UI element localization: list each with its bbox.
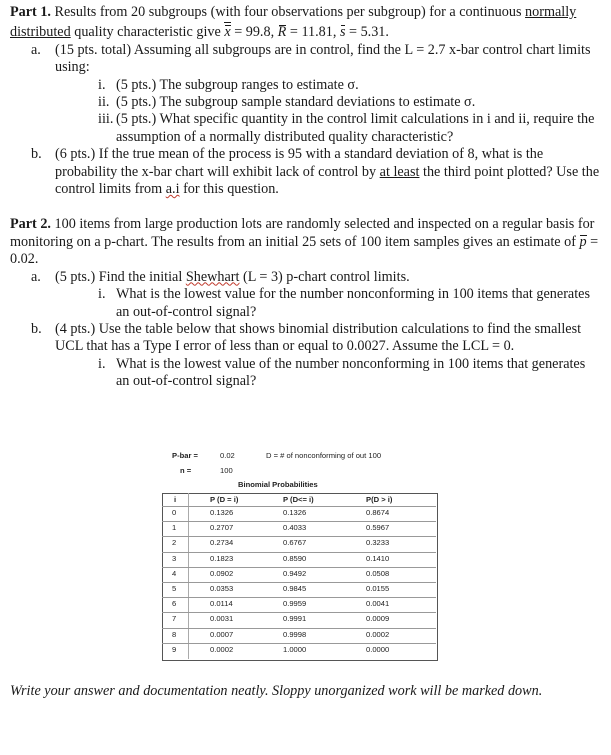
table-cell: 0.9492 bbox=[283, 568, 307, 578]
part1-intro-text-a: Results from 20 subgroups (with four observations per subgroup) for a continuous bbox=[54, 4, 526, 20]
subitem-text: (5 pts.) The subgroup sample standard deviations to estimate σ. bbox=[116, 94, 476, 111]
table-cell: 0.0353 bbox=[210, 584, 234, 593]
part2-item-b bbox=[10, 321, 600, 356]
pbar-symbol: p bbox=[579, 233, 587, 250]
n-value: 100 bbox=[220, 466, 233, 475]
n-label: n = bbox=[180, 466, 192, 475]
document-body bbox=[10, 4, 600, 391]
table-cell: 0.1326 bbox=[283, 508, 307, 517]
part2-item-b-label: b. bbox=[31, 320, 42, 337]
table-cell: 0.2707 bbox=[210, 523, 234, 533]
table-cell: 1.0000 bbox=[283, 644, 307, 654]
rbar-value: = 11.81, bbox=[286, 24, 340, 41]
table-header-cell: P(D > i) bbox=[366, 495, 393, 504]
table-title: Binomial Probabilities bbox=[238, 480, 318, 489]
part2-intro bbox=[10, 216, 600, 268]
table-header-cell: i bbox=[174, 495, 177, 504]
table-cell: 0.6767 bbox=[283, 538, 307, 548]
table-row-divider bbox=[162, 506, 436, 507]
subitem-text: What is the lowest value for the number nonconforming in 100 items that generates an out-of-control signal? bbox=[116, 286, 590, 320]
subitem-text: What is the lowest value of the number nonconforming in 100 items that generates an out-of-control signal? bbox=[116, 355, 586, 390]
part1-item-b-label: b. bbox=[31, 146, 42, 163]
part1-intro-underlined: normally distributed bbox=[10, 4, 577, 41]
table-cell: 0.9991 bbox=[283, 614, 307, 624]
part2-item-a-i bbox=[10, 286, 600, 321]
xbarbar-value: = 99.8, bbox=[230, 24, 278, 41]
table-header-cell: P (D = i) bbox=[210, 495, 239, 504]
shewhart-word: Shewhart bbox=[185, 268, 240, 285]
table-cell: 0.1410 bbox=[366, 553, 390, 563]
table-cell: 0.0009 bbox=[366, 614, 390, 624]
table-cell: 0.0041 bbox=[366, 599, 390, 609]
table-cell: 0 bbox=[172, 508, 177, 517]
part1-heading: Part 1. bbox=[10, 4, 51, 20]
subitem-text: (5 pts.) What specific quantity in the control limit calculations in i and ii, require the assumption of a normally distributed quality characteristic? bbox=[116, 111, 595, 145]
table-cell: 0.9998 bbox=[283, 629, 307, 639]
binomial-table bbox=[158, 445, 440, 663]
table-cell: 0.3233 bbox=[366, 538, 390, 548]
table-cell: 6 bbox=[172, 599, 177, 609]
table-cell: 0.4033 bbox=[283, 523, 307, 533]
subitem-label: i. bbox=[98, 76, 106, 93]
table-cell: 0.0007 bbox=[210, 629, 234, 639]
table-cell: 0.8674 bbox=[366, 508, 390, 517]
underlined-at-least: at least bbox=[379, 163, 420, 180]
part2-item-a-label: a. bbox=[31, 268, 41, 285]
table-cell: 0.1823 bbox=[210, 553, 234, 563]
part2-heading: Part 2. bbox=[10, 216, 51, 233]
pbar-label: P-bar = bbox=[172, 451, 198, 460]
table-row-divider bbox=[162, 597, 436, 598]
part1-item-a-ii bbox=[10, 94, 600, 111]
table-cell: 0.2734 bbox=[210, 538, 234, 548]
table-row-divider bbox=[162, 643, 436, 644]
table-cell: 0.0002 bbox=[210, 644, 234, 654]
table-cell: 0.0002 bbox=[366, 629, 390, 639]
table-cell: 2 bbox=[172, 538, 177, 548]
pbar-table-value: 0.02 bbox=[220, 451, 235, 460]
table-header-cell: P (D<= i) bbox=[283, 495, 314, 504]
table-cell: 0.0508 bbox=[366, 568, 390, 578]
ref-a-i: a.i bbox=[165, 181, 180, 198]
d-note: D = # of nonconforming of out 100 bbox=[266, 451, 382, 460]
subitem-text: (5 pts.) The subgroup ranges to estimate σ. bbox=[116, 76, 359, 93]
part2-item-a bbox=[10, 269, 600, 286]
subitem-label: i. bbox=[98, 286, 106, 303]
table-cell: 5 bbox=[172, 584, 177, 593]
table-row-divider bbox=[162, 567, 436, 568]
part1-item-b bbox=[10, 146, 600, 198]
table-row-divider bbox=[162, 628, 436, 629]
subitem-label: ii. bbox=[98, 94, 110, 111]
part2-intro-text-b: of 100 item samples gives an estimate of bbox=[341, 233, 580, 250]
table-row-divider bbox=[162, 521, 436, 522]
part1-item-b-text: (6 pts.) If the true mean of the process is 95 with a standard deviation of 8, what is the probability the x-bar chart will exhibit lack of control by at least the third point plotted? Use the control limits from a.i for this question. bbox=[55, 146, 600, 198]
part1-intro bbox=[10, 4, 600, 42]
part1-item-a-iii bbox=[10, 111, 600, 146]
part2-item-b-text: (4 pts.) Use the table below that shows binomial distribution calculations to find the smallest UCL that has a Type I error of less than or equal to 0.0027. Assume the LCL = 0. bbox=[55, 320, 582, 355]
table-cell: 0.8590 bbox=[283, 553, 307, 563]
table-row-divider bbox=[162, 612, 436, 613]
table-row-divider bbox=[162, 582, 436, 583]
table-cell: 0.9959 bbox=[283, 599, 307, 609]
part1-item-a-i bbox=[10, 77, 600, 94]
col-divider bbox=[188, 493, 189, 659]
pbar-value: = 0.02. bbox=[10, 233, 599, 268]
table-row-divider bbox=[162, 552, 436, 553]
table-row-divider bbox=[162, 536, 436, 537]
table-cell: 0.0155 bbox=[366, 584, 390, 593]
part2-item-a-text: (5 pts.) Find the initial Shewhart (L = 3) p-chart control limits. bbox=[55, 268, 410, 285]
part1-item-a-text: (15 pts. total) Assuming all subgroups are in control, find the L = 2.7 x-bar control chart limits using: bbox=[55, 41, 591, 76]
subitem-label: iii. bbox=[98, 111, 114, 128]
part1-item-a-label: a. bbox=[31, 41, 41, 58]
table-cell: 8 bbox=[172, 629, 177, 639]
sbar-value: = 5.31. bbox=[345, 24, 389, 41]
table-cell: 4 bbox=[172, 568, 177, 578]
table-cell: 9 bbox=[172, 644, 177, 654]
part2-intro-text-a: 100 items from large production lots are randomly selected and inspected on a regular basis for monitoring on a p-chart. The results from an initial 25 sets bbox=[10, 216, 595, 250]
table-cell: 0.0902 bbox=[210, 568, 234, 578]
part2-item-b-i bbox=[10, 356, 600, 391]
table-cell: 0.9845 bbox=[283, 584, 307, 593]
table-cell: 0.1326 bbox=[210, 508, 234, 517]
table-cell: 0.0000 bbox=[366, 644, 390, 654]
table-cell: 1 bbox=[172, 523, 177, 533]
rbar-symbol: R bbox=[277, 24, 287, 41]
sbar-symbol: s bbox=[339, 24, 346, 41]
table-cell: 7 bbox=[172, 614, 177, 624]
subitem-label: i. bbox=[98, 355, 106, 372]
table-cell: 0.0114 bbox=[210, 599, 233, 609]
table-cell: 0.5967 bbox=[366, 523, 390, 533]
table-cell: 0.0031 bbox=[210, 614, 234, 624]
xbarbar-symbol: x bbox=[224, 21, 230, 41]
part1-item-a bbox=[10, 42, 600, 77]
part1-intro-text-b: quality characteristic give bbox=[70, 24, 225, 41]
table-cell: 3 bbox=[172, 553, 177, 563]
footer-note: Write your answer and documentation neatly. Sloppy unorganized work will be marked down. bbox=[10, 683, 543, 699]
